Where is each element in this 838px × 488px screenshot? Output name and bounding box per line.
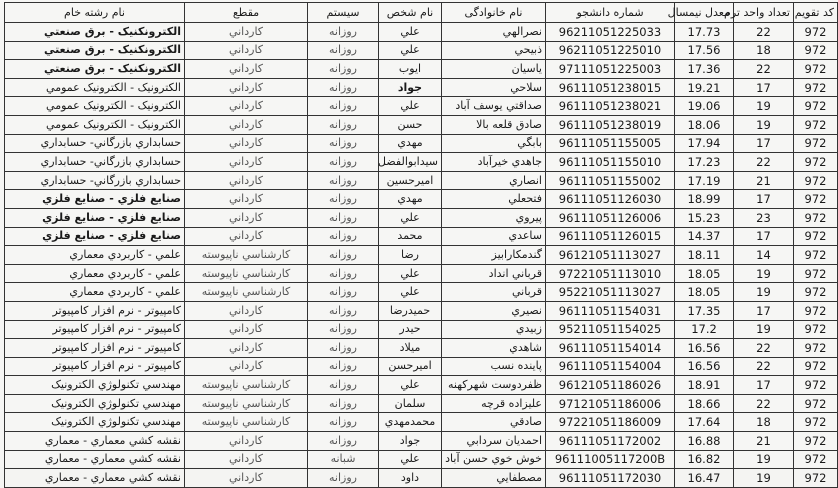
cell-family-name: فتحعلي: [442, 190, 546, 209]
table-row: [5, 23, 838, 42]
cell-major: مهندسي تکنولوژي الکترونيک: [5, 376, 185, 395]
cell-units: 22: [734, 339, 794, 358]
cell-major: کامپيوتر - نرم افزار کامپيوتر: [5, 339, 185, 358]
cell-system: روزانه: [308, 339, 379, 358]
cell-student-id: 95211051154025: [546, 320, 675, 339]
cell-first-name: سيدابوالفضل: [379, 153, 442, 172]
cell-system: روزانه: [308, 23, 379, 42]
cell-calendar-code: 972: [794, 60, 838, 79]
cell-family-name: پيروي: [442, 208, 546, 227]
col-header-level: مقطع: [185, 3, 308, 23]
cell-system: روزانه: [308, 227, 379, 246]
cell-major: الکترونيک - الکترونيک عمومي: [5, 115, 185, 134]
cell-level: کارداني: [185, 301, 308, 320]
cell-gpa: 18.05: [675, 264, 734, 283]
cell-level: کارداني: [185, 357, 308, 376]
table-row: [5, 320, 838, 339]
cell-system: روزانه: [308, 376, 379, 395]
cell-gpa: 18.99: [675, 190, 734, 209]
col-header-calendar-code: کد تقویم: [794, 3, 838, 23]
col-header-family-name: نام خانوادگی: [442, 3, 546, 23]
cell-calendar-code: 972: [794, 469, 838, 488]
cell-family-name: بابگي: [442, 134, 546, 153]
cell-major: نقشه کشي معماري - معماري: [5, 469, 185, 488]
cell-calendar-code: 972: [794, 301, 838, 320]
cell-units: 22: [734, 60, 794, 79]
cell-calendar-code: 972: [794, 376, 838, 395]
cell-first-name: ميلاد: [379, 339, 442, 358]
cell-major: علمي - کاربردي معماري: [5, 283, 185, 302]
cell-first-name: جواد: [379, 432, 442, 451]
cell-first-name: مهدي: [379, 134, 442, 153]
cell-units: 17: [734, 376, 794, 395]
cell-system: روزانه: [308, 246, 379, 265]
cell-units: 19: [734, 115, 794, 134]
cell-major: الکترونکنيک - برق صنعتي: [5, 23, 185, 42]
cell-first-name: علي: [379, 264, 442, 283]
cell-level: کارداني: [185, 208, 308, 227]
cell-calendar-code: 972: [794, 97, 838, 116]
col-header-first-name: نام شخص: [379, 3, 442, 23]
cell-family-name: ساعدي: [442, 227, 546, 246]
cell-level: کارشناسي ناپيوسته: [185, 376, 308, 395]
cell-major: نقشه کشي معماري - معماري: [5, 432, 185, 451]
table-row: [5, 60, 838, 79]
cell-level: کارداني: [185, 469, 308, 488]
cell-first-name: حيدر: [379, 320, 442, 339]
cell-major: الکترونکنيک - برق صنعتي: [5, 41, 185, 60]
cell-gpa: 15.23: [675, 208, 734, 227]
cell-level: کارشناسي ناپيوسته: [185, 283, 308, 302]
cell-gpa: 16.56: [675, 357, 734, 376]
cell-first-name: علي: [379, 208, 442, 227]
cell-family-name: نصيري: [442, 301, 546, 320]
col-header-major: نام رشته خام: [5, 3, 185, 23]
cell-family-name: احمديان سردابي: [442, 432, 546, 451]
cell-units: 22: [734, 394, 794, 413]
cell-gpa: 14.37: [675, 227, 734, 246]
cell-major: مهندسي تکنولوژي الکترونيک: [5, 394, 185, 413]
table-row: [5, 283, 838, 302]
cell-calendar-code: 972: [794, 450, 838, 469]
cell-units: 19: [734, 320, 794, 339]
cell-family-name: زبيدي: [442, 320, 546, 339]
cell-units: 17: [734, 301, 794, 320]
cell-student-id: 96111005117200B: [546, 450, 675, 469]
cell-major: نقشه کشي معماري - معماري: [5, 450, 185, 469]
cell-family-name: ذبيحي: [442, 41, 546, 60]
cell-units: 19: [734, 97, 794, 116]
cell-major: الکترونيک - الکترونيک عمومي: [5, 78, 185, 97]
cell-level: کارداني: [185, 115, 308, 134]
cell-student-id: 96111051154014: [546, 339, 675, 358]
cell-units: 17: [734, 227, 794, 246]
table-row: [5, 357, 838, 376]
cell-gpa: 17.94: [675, 134, 734, 153]
cell-major: حسابداري بازرگاني- حسابداري: [5, 134, 185, 153]
cell-level: کارداني: [185, 320, 308, 339]
cell-system: روزانه: [308, 78, 379, 97]
cell-gpa: 17.73: [675, 23, 734, 42]
cell-gpa: 17.64: [675, 413, 734, 432]
cell-level: کارداني: [185, 153, 308, 172]
cell-system: روزانه: [308, 320, 379, 339]
cell-units: 23: [734, 208, 794, 227]
cell-first-name: حميدرضا: [379, 301, 442, 320]
table-row: [5, 227, 838, 246]
col-header-units: تعداد واحد ترم: [734, 3, 794, 23]
cell-student-id: 96111051238019: [546, 115, 675, 134]
cell-calendar-code: 972: [794, 115, 838, 134]
table-row: [5, 208, 838, 227]
cell-student-id: 96111051172002: [546, 432, 675, 451]
cell-units: 22: [734, 153, 794, 172]
cell-gpa: 17.35: [675, 301, 734, 320]
cell-family-name: ياسيان: [442, 60, 546, 79]
table-row: [5, 171, 838, 190]
cell-major: علمي - کاربردي معماري: [5, 264, 185, 283]
table-row: [5, 246, 838, 265]
cell-level: کارداني: [185, 171, 308, 190]
cell-system: روزانه: [308, 171, 379, 190]
cell-system: روزانه: [308, 357, 379, 376]
cell-gpa: 17.2: [675, 320, 734, 339]
table-row: [5, 394, 838, 413]
cell-calendar-code: 972: [794, 134, 838, 153]
cell-gpa: 18.11: [675, 246, 734, 265]
cell-calendar-code: 972: [794, 320, 838, 339]
cell-level: کارداني: [185, 190, 308, 209]
cell-major: صنايع فلزي - صنايع فلزي: [5, 208, 185, 227]
cell-gpa: 16.88: [675, 432, 734, 451]
cell-calendar-code: 972: [794, 171, 838, 190]
cell-level: کارداني: [185, 134, 308, 153]
cell-student-id: 97221051186009: [546, 413, 675, 432]
cell-major: کامپيوتر - نرم افزار کامپيوتر: [5, 301, 185, 320]
cell-family-name: قرباني: [442, 283, 546, 302]
table-row: [5, 450, 838, 469]
cell-first-name: مهدي: [379, 190, 442, 209]
cell-system: روزانه: [308, 97, 379, 116]
table-row: [5, 134, 838, 153]
cell-calendar-code: 972: [794, 246, 838, 265]
cell-first-name: رضا: [379, 246, 442, 265]
cell-level: کارداني: [185, 97, 308, 116]
cell-gpa: 17.23: [675, 153, 734, 172]
cell-first-name: جواد: [379, 78, 442, 97]
cell-system: روزانه: [308, 394, 379, 413]
cell-student-id: 95221051113027: [546, 283, 675, 302]
cell-family-name: صادقي: [442, 413, 546, 432]
cell-gpa: 19.21: [675, 78, 734, 97]
cell-first-name: ايوب: [379, 60, 442, 79]
table-row: [5, 339, 838, 358]
cell-first-name: علي: [379, 41, 442, 60]
cell-level: کارشناسي ناپيوسته: [185, 413, 308, 432]
cell-major: صنايع فلزي - صنايع فلزي: [5, 227, 185, 246]
cell-units: 14: [734, 246, 794, 265]
cell-family-name: صداقتي يوسف آباد: [442, 97, 546, 116]
cell-units: 21: [734, 171, 794, 190]
cell-calendar-code: 972: [794, 153, 838, 172]
cell-units: 18: [734, 413, 794, 432]
cell-calendar-code: 972: [794, 41, 838, 60]
cell-calendar-code: 972: [794, 78, 838, 97]
cell-student-id: 96111051154031: [546, 301, 675, 320]
cell-units: 22: [734, 23, 794, 42]
cell-student-id: 96111051238015: [546, 78, 675, 97]
col-header-system: سیستم: [308, 3, 379, 23]
cell-student-id: 96211051225010: [546, 41, 675, 60]
cell-units: 19: [734, 283, 794, 302]
cell-student-id: 96111051155010: [546, 153, 675, 172]
cell-major: الکترونيک - الکترونيک عمومي: [5, 97, 185, 116]
cell-calendar-code: 972: [794, 227, 838, 246]
cell-student-id: 96211051225033: [546, 23, 675, 42]
cell-first-name: حسن: [379, 115, 442, 134]
cell-major: حسابداري بازرگاني- حسابداري: [5, 153, 185, 172]
cell-major: الکترونکنيک - برق صنعتي: [5, 60, 185, 79]
cell-level: کارداني: [185, 432, 308, 451]
cell-calendar-code: 972: [794, 339, 838, 358]
cell-system: شبانه: [308, 450, 379, 469]
cell-gpa: 18.05: [675, 283, 734, 302]
cell-level: کارشناسي ناپيوسته: [185, 394, 308, 413]
cell-student-id: 96121051113027: [546, 246, 675, 265]
cell-family-name: انصاري: [442, 171, 546, 190]
table-row: [5, 469, 838, 488]
table-row: [5, 78, 838, 97]
cell-first-name: علي: [379, 283, 442, 302]
cell-system: روزانه: [308, 190, 379, 209]
cell-family-name: جاهدي خيرآباد: [442, 153, 546, 172]
cell-student-id: 96111051154004: [546, 357, 675, 376]
cell-gpa: 19.06: [675, 97, 734, 116]
cell-student-id: 96111051238021: [546, 97, 675, 116]
cell-family-name: عليزاده قرچه: [442, 394, 546, 413]
cell-major: حسابداري بازرگاني- حسابداري: [5, 171, 185, 190]
cell-level: کارداني: [185, 78, 308, 97]
cell-units: 19: [734, 450, 794, 469]
cell-family-name: نصرالهي: [442, 23, 546, 42]
cell-gpa: 16.82: [675, 450, 734, 469]
table-row: [5, 41, 838, 60]
cell-level: کارشناسي ناپيوسته: [185, 264, 308, 283]
cell-gpa: 16.47: [675, 469, 734, 488]
cell-family-name: شاهدي: [442, 339, 546, 358]
cell-level: کارداني: [185, 23, 308, 42]
cell-first-name: اميرحسين: [379, 171, 442, 190]
cell-major: کامپيوتر - نرم افزار کامپيوتر: [5, 320, 185, 339]
cell-gpa: 17.56: [675, 41, 734, 60]
cell-first-name: محمد: [379, 227, 442, 246]
cell-calendar-code: 972: [794, 190, 838, 209]
col-header-gpa: معدل نیمسال: [675, 3, 734, 23]
table-row: [5, 301, 838, 320]
cell-system: روزانه: [308, 41, 379, 60]
cell-system: روزانه: [308, 134, 379, 153]
cell-gpa: 18.66: [675, 394, 734, 413]
cell-first-name: اميرحسن: [379, 357, 442, 376]
cell-student-id: 96111051126006: [546, 208, 675, 227]
cell-calendar-code: 972: [794, 394, 838, 413]
cell-family-name: سلاحي: [442, 78, 546, 97]
cell-major: کامپيوتر - نرم افزار کامپيوتر: [5, 357, 185, 376]
table-row: [5, 153, 838, 172]
cell-gpa: 18.06: [675, 115, 734, 134]
cell-first-name: علي: [379, 376, 442, 395]
cell-level: کارداني: [185, 450, 308, 469]
cell-student-id: 96111051172030: [546, 469, 675, 488]
cell-level: کارداني: [185, 227, 308, 246]
cell-gpa: 18.91: [675, 376, 734, 395]
cell-calendar-code: 972: [794, 208, 838, 227]
cell-family-name: صادق قلعه بالا: [442, 115, 546, 134]
cell-calendar-code: 972: [794, 264, 838, 283]
cell-student-id: 96121051186026: [546, 376, 675, 395]
cell-student-id: 97111051225003: [546, 60, 675, 79]
cell-gpa: 17.19: [675, 171, 734, 190]
cell-system: روزانه: [308, 115, 379, 134]
cell-system: روزانه: [308, 301, 379, 320]
cell-calendar-code: 972: [794, 283, 838, 302]
student-table: [4, 2, 838, 488]
cell-system: روزانه: [308, 283, 379, 302]
table-row: [5, 264, 838, 283]
cell-student-id: 96111051126015: [546, 227, 675, 246]
cell-system: روزانه: [308, 469, 379, 488]
cell-first-name: داود: [379, 469, 442, 488]
cell-level: کارشناسي ناپيوسته: [185, 246, 308, 265]
cell-family-name: قرباني انداد: [442, 264, 546, 283]
cell-student-id: 96111051126030: [546, 190, 675, 209]
cell-major: مهندسي تکنولوژي الکترونيک: [5, 413, 185, 432]
cell-student-id: 96111051155005: [546, 134, 675, 153]
cell-student-id: 97121051186006: [546, 394, 675, 413]
cell-student-id: 96111051155002: [546, 171, 675, 190]
col-header-student-id: شماره دانشجو: [546, 3, 675, 23]
cell-calendar-code: 972: [794, 413, 838, 432]
cell-first-name: علي: [379, 97, 442, 116]
cell-first-name: سلمان: [379, 394, 442, 413]
cell-calendar-code: 972: [794, 357, 838, 376]
cell-first-name: علي: [379, 23, 442, 42]
table-row: [5, 413, 838, 432]
cell-units: 17: [734, 134, 794, 153]
cell-first-name: علي: [379, 450, 442, 469]
cell-system: روزانه: [308, 264, 379, 283]
cell-units: 18: [734, 41, 794, 60]
cell-family-name: مصطفايي: [442, 469, 546, 488]
cell-family-name: ظفردوست شهرکهنه: [442, 376, 546, 395]
cell-gpa: 16.56: [675, 339, 734, 358]
cell-system: روزانه: [308, 153, 379, 172]
cell-gpa: 17.36: [675, 60, 734, 79]
cell-units: 17: [734, 190, 794, 209]
table-row: [5, 190, 838, 209]
cell-units: 21: [734, 432, 794, 451]
cell-system: روزانه: [308, 413, 379, 432]
cell-student-id: 97221051113010: [546, 264, 675, 283]
cell-family-name: خوش خوي حسن آباد: [442, 450, 546, 469]
table-row: [5, 376, 838, 395]
cell-level: کارداني: [185, 60, 308, 79]
cell-system: روزانه: [308, 208, 379, 227]
cell-level: کارداني: [185, 41, 308, 60]
cell-units: 19: [734, 469, 794, 488]
cell-system: روزانه: [308, 60, 379, 79]
table-row: [5, 97, 838, 116]
cell-units: 22: [734, 357, 794, 376]
cell-family-name: پاينده نسب: [442, 357, 546, 376]
cell-family-name: گندمکارابيز: [442, 246, 546, 265]
cell-calendar-code: 972: [794, 432, 838, 451]
header-row: [5, 3, 838, 23]
cell-level: کارداني: [185, 339, 308, 358]
cell-first-name: محمدمهدي: [379, 413, 442, 432]
cell-calendar-code: 972: [794, 23, 838, 42]
cell-system: روزانه: [308, 432, 379, 451]
table-row: [5, 115, 838, 134]
cell-units: 17: [734, 78, 794, 97]
cell-major: صنايع فلزي - صنايع فلزي: [5, 190, 185, 209]
cell-major: علمي - کاربردي معماري: [5, 246, 185, 265]
table-row: [5, 432, 838, 451]
cell-units: 19: [734, 264, 794, 283]
